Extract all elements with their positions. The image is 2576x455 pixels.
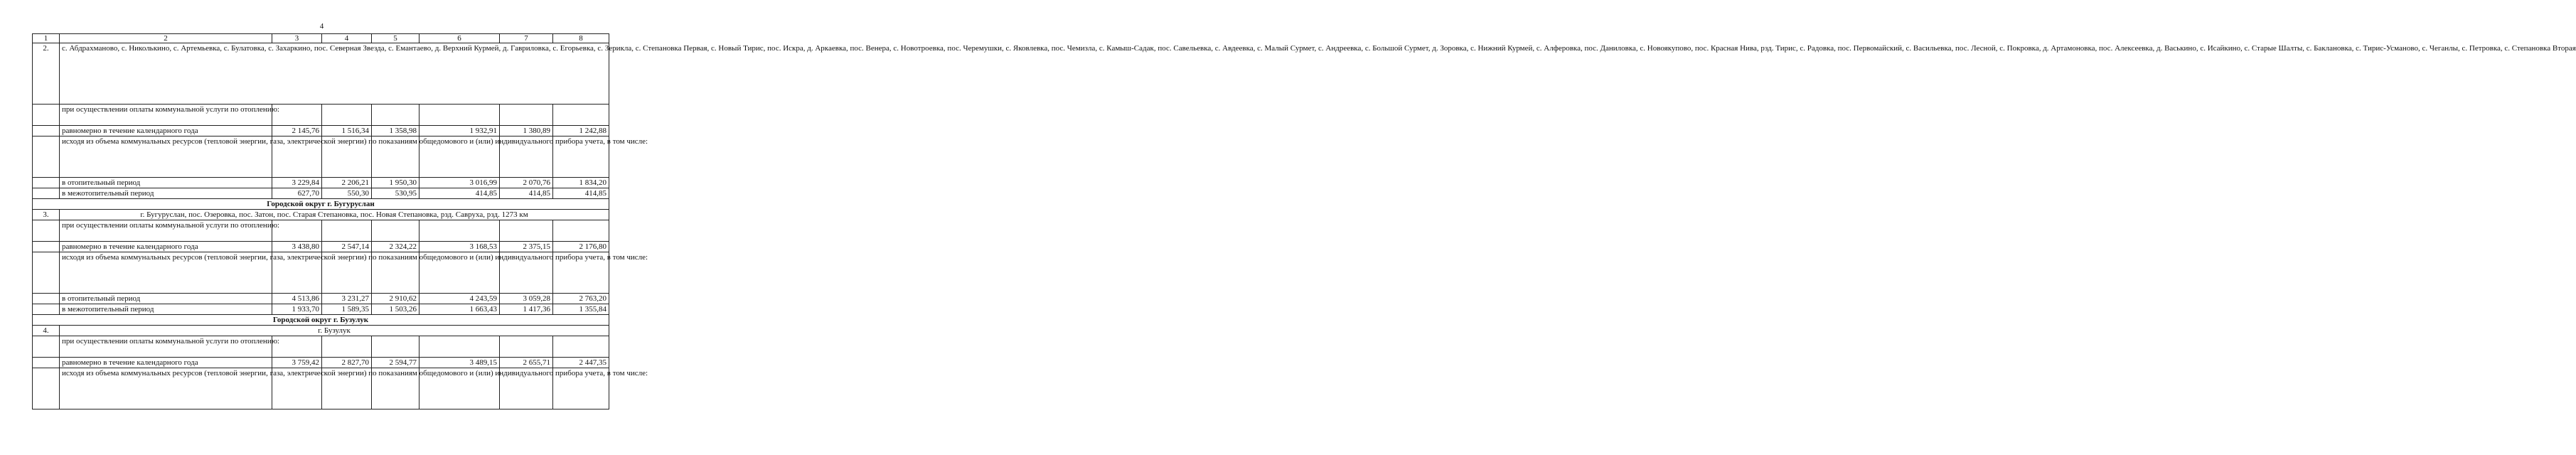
empty-cell bbox=[553, 220, 609, 242]
empty-cell bbox=[33, 242, 60, 252]
column-number: 3 bbox=[272, 34, 322, 43]
empty-cell bbox=[322, 336, 372, 358]
row-label: исходя из объема коммунальных ресурсов (тепловой энергии, газа, электрической энергии) по показаниям общедомового и (или) индивидуального прибора учета, в том числе: bbox=[60, 368, 272, 410]
value-cell: 2 070,76 bbox=[500, 178, 553, 188]
column-number: 4 bbox=[322, 34, 372, 43]
value-cell: 414,85 bbox=[419, 188, 500, 199]
empty-cell bbox=[33, 188, 60, 199]
value-cell: 2 375,15 bbox=[500, 242, 553, 252]
value-cell: 1 355,84 bbox=[553, 304, 609, 315]
value-cell: 3 059,28 bbox=[500, 294, 553, 304]
row-label: в межотопительный период bbox=[60, 304, 272, 315]
value-cell: 3 229,84 bbox=[272, 178, 322, 188]
value-cell: 1 589,35 bbox=[322, 304, 372, 315]
empty-cell bbox=[33, 368, 60, 410]
settlement-list: с. Абдрахманово, с. Николькино, с. Артемьевка, с. Булатовка, с. Захаркино, пос. Северная Звезда, с. Емантаево, д. Верхний Курмей, д. Гавриловка, с. Егорьевка, с. Зерикла, с. Степановка Первая, с. Новый Тирис, пос. Искра, д. Аркаевка, пос. Венера, с. Новотроевка, пос. Черемушки, с. Яковлевка, пос. Чемизла, с. Камыш-Садак, пос. Савельевка, с. Авдеевка, с. Малый Сурмет, с. Андреевка, с. Большой Сурмет, д. Зоровка, с. Нижний Курмей, с. Алферовка, пос. Даниловка, с. Новоякупово, пос. Красная Нива, рзд. Тирис, с. Радовка, пос. Первомайский, с. Васильевка, пос. Лесной, с. Покровка, д. Артамоновка, пос. Алексеевка, д. Васькино, с. Исайкино, с. Старые Шалты, с. Баклановка, с. Тирис-Усманово, с. Чеганлы, с. Петровка, с. Степановка Вторая bbox=[60, 43, 609, 105]
table-row bbox=[33, 242, 609, 252]
okrug-heading-row bbox=[33, 199, 609, 210]
value-cell: 2 594,77 bbox=[372, 358, 419, 368]
value-cell: 627,70 bbox=[272, 188, 322, 199]
value-cell: 1 516,34 bbox=[322, 126, 372, 136]
table-row bbox=[33, 368, 609, 410]
row-label: равномерно в течение календарного года bbox=[60, 126, 272, 136]
empty-cell bbox=[33, 336, 60, 358]
empty-cell bbox=[272, 336, 322, 358]
empty-cell bbox=[419, 336, 500, 358]
row-label: при осуществлении оплаты коммунальной услуги по отоплению: bbox=[60, 336, 272, 358]
empty-cell bbox=[322, 220, 372, 242]
column-number: 6 bbox=[419, 34, 500, 43]
settlement-row bbox=[33, 326, 609, 336]
value-cell: 2 763,20 bbox=[553, 294, 609, 304]
settlement-list: г. Бузулук bbox=[60, 326, 609, 336]
settlement-row bbox=[33, 210, 609, 220]
value-cell: 530,95 bbox=[372, 188, 419, 199]
value-cell: 1 417,36 bbox=[500, 304, 553, 315]
value-cell: 4 243,59 bbox=[419, 294, 500, 304]
table-row bbox=[33, 105, 609, 126]
value-cell: 2 827,70 bbox=[322, 358, 372, 368]
value-cell: 1 933,70 bbox=[272, 304, 322, 315]
empty-cell bbox=[372, 220, 419, 242]
empty-cell bbox=[272, 220, 322, 242]
row-label: в межотопительный период bbox=[60, 188, 272, 199]
value-cell: 550,30 bbox=[322, 188, 372, 199]
empty-cell bbox=[553, 105, 609, 126]
column-number: 2 bbox=[60, 34, 272, 43]
empty-cell bbox=[272, 105, 322, 126]
table-row bbox=[33, 336, 609, 358]
row-label: в отопительный период bbox=[60, 294, 272, 304]
value-cell: 1 932,91 bbox=[419, 126, 500, 136]
empty-cell bbox=[322, 105, 372, 126]
value-cell: 1 663,43 bbox=[419, 304, 500, 315]
empty-cell bbox=[33, 126, 60, 136]
empty-cell bbox=[33, 358, 60, 368]
table-row bbox=[33, 294, 609, 304]
empty-cell bbox=[33, 304, 60, 315]
column-number: 7 bbox=[500, 34, 553, 43]
value-cell: 414,85 bbox=[553, 188, 609, 199]
empty-cell bbox=[33, 252, 60, 294]
value-cell: 2 176,80 bbox=[553, 242, 609, 252]
empty-cell bbox=[33, 105, 60, 126]
empty-cell bbox=[372, 336, 419, 358]
tariff-table bbox=[32, 33, 2576, 410]
column-number: 5 bbox=[372, 34, 419, 43]
empty-cell bbox=[553, 336, 609, 358]
value-cell: 2 655,71 bbox=[500, 358, 553, 368]
row-index: 3. bbox=[33, 210, 60, 220]
value-cell: 3 489,15 bbox=[419, 358, 500, 368]
row-label: при осуществлении оплаты коммунальной услуги по отоплению: bbox=[60, 220, 272, 242]
table-row bbox=[33, 136, 609, 178]
column-number: 8 bbox=[553, 34, 609, 43]
value-cell: 2 324,22 bbox=[372, 242, 419, 252]
empty-cell bbox=[419, 105, 500, 126]
value-cell: 414,85 bbox=[500, 188, 553, 199]
row-index: 4. bbox=[33, 326, 60, 336]
row-label: в отопительный период bbox=[60, 178, 272, 188]
table-row bbox=[33, 178, 609, 188]
value-cell: 3 168,53 bbox=[419, 242, 500, 252]
table-row bbox=[33, 188, 609, 199]
value-cell: 3 438,80 bbox=[272, 242, 322, 252]
value-cell: 1 358,98 bbox=[372, 126, 419, 136]
empty-cell bbox=[500, 105, 553, 126]
value-cell: 2 910,62 bbox=[372, 294, 419, 304]
row-label: исходя из объема коммунальных ресурсов (тепловой энергии, газа, электрической энергии) по показаниям общедомового и (или) индивидуального прибора учета, в том числе: bbox=[60, 136, 272, 178]
value-cell: 1 950,30 bbox=[372, 178, 419, 188]
okrug-heading: Городской округ г. Бузулук bbox=[33, 315, 609, 326]
value-cell: 2 447,35 bbox=[553, 358, 609, 368]
empty-cell bbox=[419, 220, 500, 242]
row-label: равномерно в течение календарного года bbox=[60, 242, 272, 252]
row-index: 2. bbox=[33, 43, 60, 105]
row-label: равномерно в течение календарного года bbox=[60, 358, 272, 368]
value-cell: 4 513,86 bbox=[272, 294, 322, 304]
empty-cell bbox=[33, 294, 60, 304]
table-row bbox=[33, 304, 609, 315]
table-row bbox=[33, 126, 609, 136]
table-row bbox=[33, 252, 609, 294]
okrug-heading-row bbox=[33, 315, 609, 326]
value-cell: 3 759,42 bbox=[272, 358, 322, 368]
row-label: исходя из объема коммунальных ресурсов (тепловой энергии, газа, электрической энергии) по показаниям общедомового и (или) индивидуального прибора учета, в том числе: bbox=[60, 252, 272, 294]
column-number-row bbox=[33, 34, 609, 43]
value-cell: 3 016,99 bbox=[419, 178, 500, 188]
empty-cell bbox=[33, 220, 60, 242]
value-cell: 1 380,89 bbox=[500, 126, 553, 136]
value-cell: 3 231,27 bbox=[322, 294, 372, 304]
column-number: 1 bbox=[33, 34, 60, 43]
value-cell: 2 547,14 bbox=[322, 242, 372, 252]
row-label: при осуществлении оплаты коммунальной услуги по отоплению: bbox=[60, 105, 272, 126]
settlement-row bbox=[33, 43, 609, 105]
empty-cell bbox=[372, 105, 419, 126]
value-cell: 1 834,20 bbox=[553, 178, 609, 188]
value-cell: 1 242,88 bbox=[553, 126, 609, 136]
empty-cell bbox=[33, 136, 60, 178]
empty-cell bbox=[33, 178, 60, 188]
settlement-list: г. Бугуруслан, пос. Озеровка, пос. Затон, пос. Старая Степановка, пос. Новая Степановка, рзд. Савруха, рзд. 1273 км bbox=[60, 210, 609, 220]
empty-cell bbox=[500, 336, 553, 358]
okrug-heading: Городской округ г. Бугуруслан bbox=[33, 199, 609, 210]
value-cell: 1 503,26 bbox=[372, 304, 419, 315]
page-number: 4 bbox=[319, 22, 324, 31]
table-row bbox=[33, 358, 609, 368]
table-row bbox=[33, 220, 609, 242]
empty-cell bbox=[500, 220, 553, 242]
value-cell: 2 206,21 bbox=[322, 178, 372, 188]
value-cell: 2 145,76 bbox=[272, 126, 322, 136]
